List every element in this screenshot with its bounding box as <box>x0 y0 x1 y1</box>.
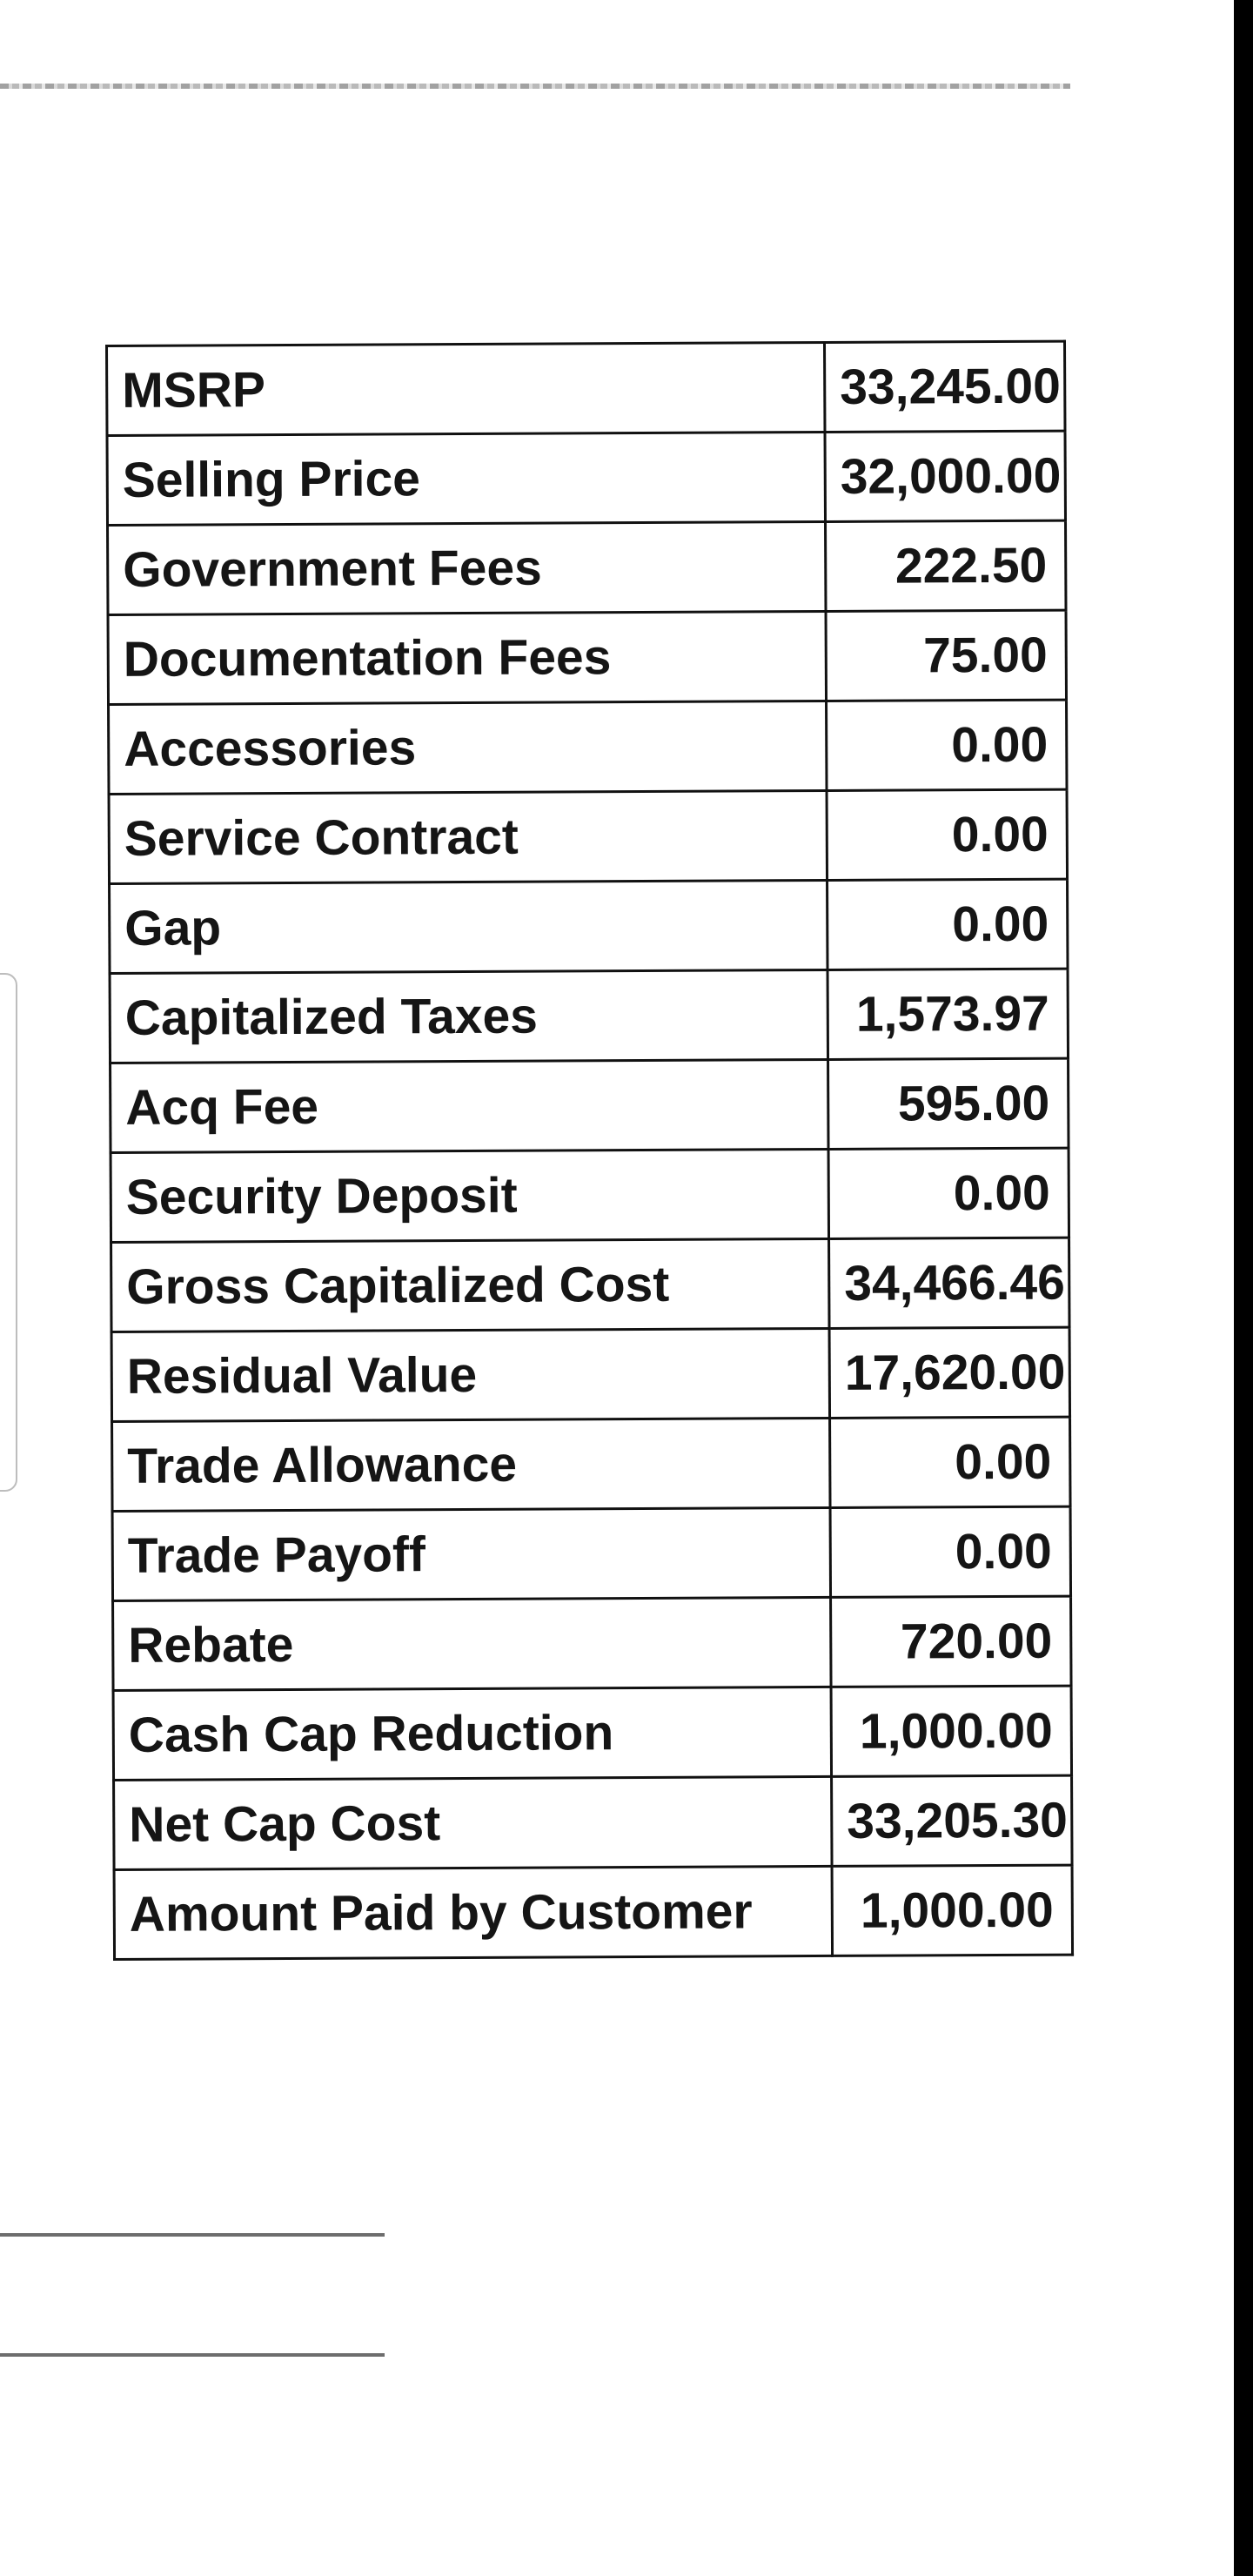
scan-artifact-line <box>0 84 1070 89</box>
table-row <box>113 1596 1071 1690</box>
row-amount: 33,245.00 <box>824 341 1065 432</box>
table-row <box>111 1238 1069 1332</box>
cost-table-body <box>107 341 1073 1959</box>
table-row <box>111 1148 1069 1242</box>
row-amount: 32,000.00 <box>825 431 1066 521</box>
table-row <box>114 1865 1072 1959</box>
row-amount: 75.00 <box>826 610 1067 701</box>
row-label: Trade Payoff <box>112 1507 830 1600</box>
signature-line-2 <box>0 2353 385 2357</box>
table-row <box>113 1686 1071 1780</box>
row-amount: 34,466.46 <box>829 1238 1070 1328</box>
row-amount: 0.00 <box>828 1148 1069 1238</box>
row-label: Net Cap Cost <box>114 1776 832 1869</box>
table-row <box>109 700 1067 794</box>
table-row <box>112 1417 1070 1511</box>
row-amount: 1,000.00 <box>832 1865 1073 1955</box>
row-label: Service Contract <box>109 790 827 883</box>
table-row <box>109 789 1067 883</box>
row-amount: 0.00 <box>830 1506 1071 1597</box>
row-amount: 0.00 <box>828 879 1069 969</box>
table-row <box>107 341 1065 435</box>
row-amount: 0.00 <box>827 700 1068 790</box>
row-label: Acq Fee <box>111 1059 828 1152</box>
row-amount: 0.00 <box>827 789 1068 880</box>
table-row <box>112 1506 1070 1600</box>
row-label: Residual Value <box>111 1328 829 1421</box>
row-label: Government Fees <box>108 521 826 614</box>
row-label: Trade Allowance <box>112 1418 830 1511</box>
row-label: Documentation Fees <box>108 611 826 704</box>
cost-table <box>105 340 1074 1961</box>
page-edge <box>1234 0 1253 2576</box>
row-amount: 0.00 <box>830 1417 1071 1507</box>
table-row <box>107 431 1065 525</box>
row-label: Security Deposit <box>111 1149 828 1242</box>
row-label: Gross Capitalized Cost <box>111 1238 829 1332</box>
row-amount: 595.00 <box>828 1058 1069 1149</box>
row-amount: 222.50 <box>826 520 1067 611</box>
row-label: Amount Paid by Customer <box>114 1866 832 1959</box>
table-row <box>108 520 1066 614</box>
table-row <box>114 1775 1072 1869</box>
row-label: Capitalized Taxes <box>110 969 828 1063</box>
row-label: Rebate <box>113 1597 831 1690</box>
row-amount: 1,000.00 <box>831 1686 1072 1776</box>
row-label: Gap <box>110 880 828 973</box>
row-label: MSRP <box>107 342 825 435</box>
table-row <box>108 610 1066 704</box>
table-row <box>111 1327 1069 1421</box>
side-tab[interactable] <box>0 973 17 1492</box>
row-amount: 17,620.00 <box>829 1327 1070 1418</box>
row-amount: 1,573.97 <box>828 969 1069 1059</box>
row-label: Selling Price <box>107 432 825 525</box>
row-label: Accessories <box>109 701 827 794</box>
table-row <box>111 1058 1069 1152</box>
row-amount: 720.00 <box>831 1596 1072 1687</box>
row-label: Cash Cap Reduction <box>113 1687 831 1780</box>
signature-line-1 <box>0 2233 385 2237</box>
row-amount: 33,205.30 <box>832 1775 1073 1866</box>
table-row <box>110 879 1068 973</box>
table-row <box>110 969 1068 1063</box>
